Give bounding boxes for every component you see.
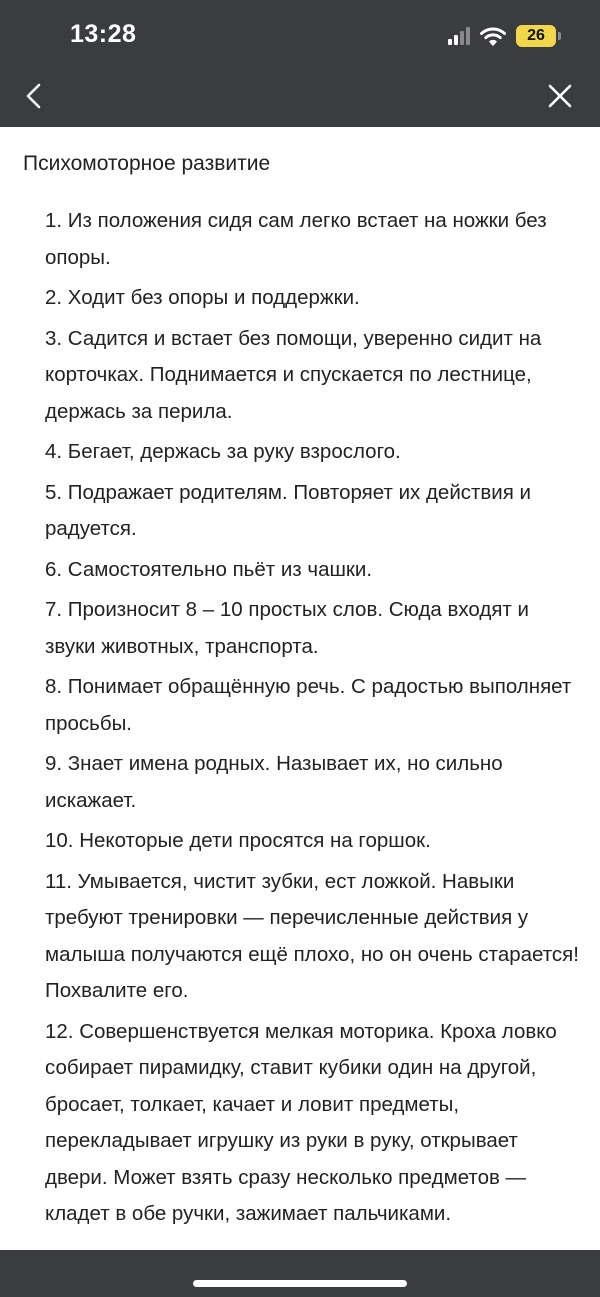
app-header: [0, 0, 600, 127]
article-content[interactable]: [0, 127, 600, 1250]
list-item: 1. Из положения сидя сам легко встает на ножки без опоры.: [45, 209, 547, 269]
development-list: [45, 203, 585, 1237]
close-icon: [546, 82, 574, 110]
list-item: 10. Некоторые дети просятся на горшок.: [45, 829, 431, 852]
chevron-left-icon: [20, 80, 50, 112]
status-icons: [446, 23, 556, 49]
list-item: 7. Произносит 8 – 10 простых слов. Сюда входят и звуки животных, транспорта.: [45, 598, 529, 658]
status-time: 13:28: [70, 20, 137, 48]
battery-icon: [516, 25, 556, 47]
list-item: 8. Понимает обращённую речь. С радостью выполняет просьбы.: [45, 675, 572, 735]
list-item: 9. Знает имена родных. Называет их, но сильно искажает.: [45, 752, 503, 812]
close-button[interactable]: [546, 82, 574, 110]
article-title: Психомоторное развитие: [23, 152, 271, 175]
list-item: 12. Совершенствуется мелкая моторика. Кроха ловко собирает пирамидку, ставит кубики один на другой, бросает, толкает, качает и ловит предметы, перекладывает игрушку из руки в руку, открывает двери. Может взять сразу несколько предметов — кладет в обе ручки, зажимает пальчиками.: [45, 1019, 557, 1225]
list-item: 4. Бегает, держась за руку взрослого.: [45, 440, 401, 463]
list-item: 6. Самостоятельно пьёт из чашки.: [45, 557, 373, 581]
list-item: 5. Подражает родителям. Повторяет их действия и радуется.: [45, 480, 532, 540]
home-indicator[interactable]: [193, 1280, 407, 1287]
back-button[interactable]: [20, 80, 50, 112]
bottom-bar: [0, 1250, 600, 1297]
list-item: 3. Садится и встает без помощи, уверенно сидит на корточках. Поднимается и спускается по лестнице, держась за перила.: [45, 326, 542, 423]
battery-level: 26: [527, 27, 545, 44]
battery-tip: [558, 32, 561, 40]
cellular-signal-icon: [446, 27, 470, 45]
list-item: 11. Умывается, чистит зубки, ест ложкой. Навыки требуют тренировки — перечисленные действия у малыша получаются ещё плохо, но он очень старается! Похвалите его.: [45, 869, 579, 1002]
list-item: 2. Ходит без опоры и поддержки.: [45, 286, 360, 309]
wifi-icon: [480, 26, 506, 46]
